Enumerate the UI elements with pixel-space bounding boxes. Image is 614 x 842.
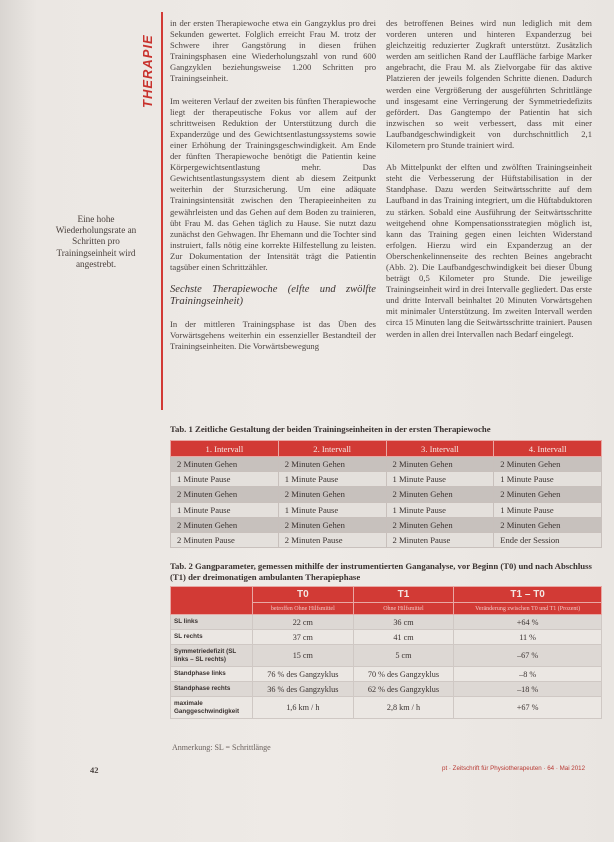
table-cell: +67 % — [454, 697, 602, 719]
table1 — [170, 440, 602, 548]
table-row — [171, 615, 602, 630]
section-divider-line — [161, 12, 163, 410]
section-heading: Sechste Therapiewoche (elfte und zwölfte Trainingseinheit) — [170, 284, 376, 308]
table-cell: 1 Minute Pause — [171, 472, 279, 487]
table-cell: 2,8 km / h — [353, 697, 454, 719]
table1-header: 1. Intervall — [171, 441, 279, 457]
table-row — [171, 457, 602, 472]
table2-header: T0 — [253, 587, 354, 603]
table-cell: 2 Minuten Gehen — [278, 457, 386, 472]
table-cell: 1 Minute Pause — [386, 502, 494, 517]
row-label: maximale Ganggeschwindigkeit — [171, 697, 253, 719]
paragraph: Im weiteren Verlauf der zweiten bis fünften Therapiewoche liegt der therapeutische Fokus vor allem auf der schrittweisen Reduktion der Unterstützung durch die Expanderzüge und des Gewichtsentlastungssystems sowie einer Erhöhung der Trainingsgeschwindigkeit. Am Ende der fünften Therapiewoche benötigt die Patientin keine Körpergewichtsentlastung mehr. Das Gewichtsentlastungssystem dient ab diesem Zeitpunkt weiterhin der Sturzsicherung. Um eine adäquate Trainingsintensität zwischen den Therapieeinheiten zu gewährleisten und das Gehen auf dem Boden zu trainieren, übt Frau M. das Gehen täglich zu Hause. Sie nutzt dazu zunächst den Gehwagen. Ihr Ehemann und die Tochter sind instruiert, falls nötig eine korrekte Hilfestellung zu leisten. Zur Dokumentation der Intensität trägt die Patientin tagsüber einen Schrittzähler. — [170, 95, 376, 272]
table-cell: 1,6 km / h — [253, 697, 354, 719]
page-footer: pt · Zeitschrift für Physiotherapeuten · 64 · Mai 2012 — [442, 765, 586, 772]
row-label: SL links — [171, 615, 253, 630]
table-cell: +64 % — [454, 615, 602, 630]
table-cell: 2 Minuten Pause — [171, 532, 279, 547]
margin-note: Eine hohe Wiederholungsrate an Schritten pro Trainingseinheit wird angestrebt. — [55, 214, 137, 269]
left-text-column — [170, 18, 376, 363]
table-cell: 2 Minuten Gehen — [386, 457, 494, 472]
table-cell: 62 % des Gangzyklus — [353, 682, 454, 697]
table1-title: Tab. 1 Zeitliche Gestaltung der beiden Trainingseinheiten in der ersten Therapiewoche — [170, 424, 491, 434]
table-cell: Ende der Session — [494, 532, 602, 547]
table2-header: T1 — [353, 587, 454, 603]
paragraph: In der mittleren Trainingsphase ist das Üben des Vorwärtsgehens weiterhin ein essenzieller Bestandteil der Trainingseinheiten. Die Vorwärtsbewegung — [170, 319, 376, 352]
table-cell: 70 % des Gangzyklus — [353, 667, 454, 682]
table-row — [171, 502, 602, 517]
table-cell: 2 Minuten Gehen — [278, 487, 386, 502]
table-cell: 41 cm — [353, 630, 454, 645]
table-cell: 5 cm — [353, 645, 454, 667]
right-text-column — [386, 18, 592, 351]
table-row — [171, 630, 602, 645]
table-cell: 2 Minuten Pause — [278, 532, 386, 547]
table-cell: 36 % des Gangzyklus — [253, 682, 354, 697]
row-label: SL rechts — [171, 630, 253, 645]
table-footnote: Anmerkung: SL = Schrittlänge — [172, 743, 271, 752]
table-cell: 36 cm — [353, 615, 454, 630]
table-row — [171, 645, 602, 667]
table-row — [171, 667, 602, 682]
table-cell: –67 % — [454, 645, 602, 667]
table2-title: Tab. 2 Gangparameter, gemessen mithilfe der instrumentierten Ganganalyse, vor Beginn (T0) und nach Abschluss (T1) der dreimonatigen ambulanten Therapiephase — [170, 561, 592, 582]
table2-subheader: Veränderung zwischen T0 und T1 (Prozent) — [454, 603, 602, 615]
table-cell: 2 Minuten Gehen — [494, 457, 602, 472]
table-cell: 2 Minuten Pause — [386, 532, 494, 547]
table-row — [171, 532, 602, 547]
paragraph: des betroffenen Beines wird nun lediglich mit dem vorderen unteren und hinteren Expanderzug bei gleichzeitig reduzierter Zugkraft unterstützt. Zusätzlich werden am seitlichen Rand der Lauffläche farbige Marker angebracht, die Frau M. als Zielvorgabe für das aktive Platzieren der jeweils folgenden Schritte dienen. Dadurch werden eine Vergrößerung der ausgeführten Schrittlänge und insgesamt eine Verringerung der Symmetriedefizits gefördert. Das Gangtempo der Patientin hat sich inzwischen so weit verbessert, dass mit einer Laufbandgeschwindigkeit von durchschnittlich 2,1 Kilometern pro Stunde trainiert wird. — [386, 18, 592, 151]
table-cell: 1 Minute Pause — [386, 472, 494, 487]
table-cell: 2 Minuten Gehen — [171, 457, 279, 472]
table-row — [171, 472, 602, 487]
table-row — [171, 517, 602, 532]
table-cell: 22 cm — [253, 615, 354, 630]
row-label: Symmetriedefizit (SL links – SL rechts) — [171, 645, 253, 667]
table-row — [171, 682, 602, 697]
table1-header: 4. Intervall — [494, 441, 602, 457]
table2-subheader: betroffen Ohne Hilfsmittel — [253, 603, 354, 615]
paragraph: Ab Mittelpunkt der elften und zwölften Trainingseinheit steht die Verbesserung der Hüftstabilisation in der Standphase. Dazu werden Seitwärtsschritte auf dem Laufband in das Training integriert, um die Hüftabduktoren zu stärken. Sobald eine Ausführung der Seitwärtsschritte weitgehend ohne Kompensationsstrategien möglich ist, kann das Training gegen einen leichten Widerstand erfolgen. Hierzu wird ein Expanderzug an der Oberschenkelinnenseite des rechten Beines angebracht (Abb. 2). Die Laufbandgeschwindigkeit bei dieser Übung beträgt 0,5 Kilometer pro Stunde. Die jeweilige Trainingseinheit wird in drei Intervalle gegliedert. Das erste und dritte Intervall beinhaltet 20 Minuten Vorwärtsgehen mit minimaler Unterstützung. Im zweiten Intervall werden circa 15 Minuten lang die Seitwärtsschritte trainiert. Pausen werden in allen drei Intervallen nach Bedarf eingelegt. — [386, 162, 592, 339]
table-cell: 37 cm — [253, 630, 354, 645]
table-cell: 2 Minuten Gehen — [386, 487, 494, 502]
row-label: Standphase rechts — [171, 682, 253, 697]
section-label: THERAPIE — [140, 34, 155, 108]
table-cell: 2 Minuten Gehen — [278, 517, 386, 532]
table-cell: 1 Minute Pause — [494, 502, 602, 517]
table-cell: 2 Minuten Gehen — [171, 487, 279, 502]
table-cell: 2 Minuten Gehen — [171, 517, 279, 532]
row-label: Standphase links — [171, 667, 253, 682]
table2-subheader: Ohne Hilfsmittel — [353, 603, 454, 615]
table-row — [171, 487, 602, 502]
table2-header: T1 – T0 — [454, 587, 602, 603]
table-cell: 1 Minute Pause — [278, 502, 386, 517]
table-cell: 2 Minuten Gehen — [494, 487, 602, 502]
table-cell: 1 Minute Pause — [494, 472, 602, 487]
table-cell: 2 Minuten Gehen — [386, 517, 494, 532]
table1-header: 3. Intervall — [386, 441, 494, 457]
page-number: 42 — [90, 765, 99, 775]
table2-corner — [171, 587, 253, 615]
table-cell: 2 Minuten Gehen — [494, 517, 602, 532]
table-cell: 11 % — [454, 630, 602, 645]
table-cell: 76 % des Gangzyklus — [253, 667, 354, 682]
table-cell: –8 % — [454, 667, 602, 682]
table-cell: 1 Minute Pause — [278, 472, 386, 487]
table1-header: 2. Intervall — [278, 441, 386, 457]
paragraph: in der ersten Therapiewoche etwa ein Gangzyklus pro drei Sekunden gewertet. Folglich erreicht Frau M. trotz der Schwere ihrer Gangstörung in diesen frühen Trainingsphasen eine Wiederholungszahl von rund 600 Gangzyklen beziehungsweise 1.200 Schritten pro Trainingseinheit. — [170, 18, 376, 84]
table-cell: 15 cm — [253, 645, 354, 667]
table-cell: –18 % — [454, 682, 602, 697]
table-cell: 1 Minute Pause — [171, 502, 279, 517]
table2 — [170, 586, 602, 719]
table-row — [171, 697, 602, 719]
